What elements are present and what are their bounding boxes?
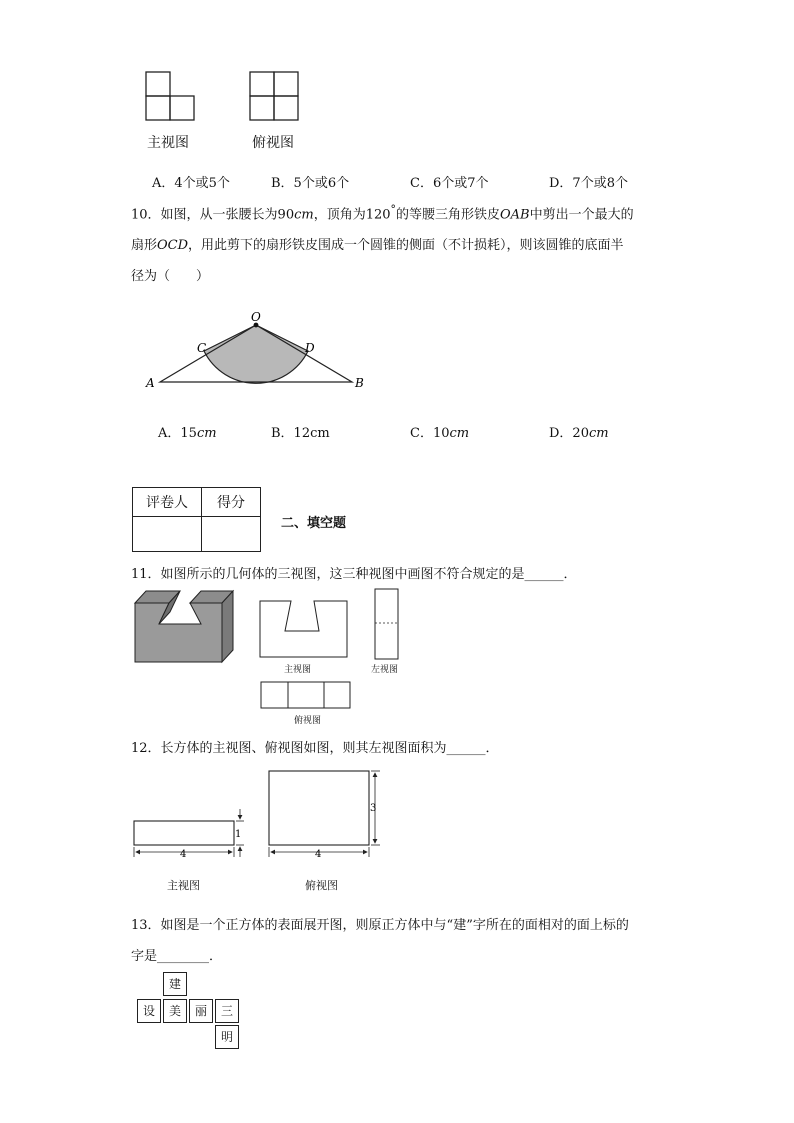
q10-label-c: C xyxy=(197,341,207,355)
q12-front-width-label: 4 xyxy=(180,849,187,860)
q11-left-view xyxy=(372,586,402,662)
q12-front-view-label: 主视图 xyxy=(167,879,200,892)
q12-top-view-label: 俯视图 xyxy=(305,879,338,892)
section-title: 二、填空题 xyxy=(281,516,347,531)
q10-option-a[interactable]: A．15cm xyxy=(158,426,217,441)
q9-option-b[interactable]: B．5个或6个 xyxy=(271,176,350,191)
q13-net-cell-ming: 明 xyxy=(215,1025,239,1049)
q10-sector-ocd xyxy=(204,325,308,383)
q12-top-rect xyxy=(269,771,369,845)
q12-text: 12．长方体的主视图、俯视图如图，则其左视图面积为______． xyxy=(131,741,499,756)
q13-net-cell-she: 设 xyxy=(137,999,161,1023)
q12-top-width-label: 4 xyxy=(315,849,322,860)
q10-label-a: A xyxy=(146,376,155,390)
score-table-score-header: 得分 xyxy=(202,488,261,517)
q13-text-line2: 字是________． xyxy=(131,949,223,964)
q12-top-height-label: 3 xyxy=(370,803,377,814)
q10-text-line3: 径为（ ） xyxy=(131,269,210,284)
q12-front-rect xyxy=(134,821,234,845)
score-table-score-cell[interactable] xyxy=(202,517,261,552)
q11-text: 11．如图所示的几何体的三视图，这三种视图中画图不符合规定的是______． xyxy=(131,567,577,582)
q12-views-figure xyxy=(128,765,388,863)
q13-net-cell-san: 三 xyxy=(215,999,239,1023)
q13-text-line1: 13．如图是一个正方体的表面展开图，则原正方体中与“建”字所在的面相对的面上标的 xyxy=(131,918,629,933)
q11-top-view xyxy=(258,679,354,711)
q10-label-d: D xyxy=(305,341,315,355)
q11-solid-front xyxy=(135,603,222,662)
q11-front-view-label: 主视图 xyxy=(284,665,312,675)
q9-front-view xyxy=(146,72,194,120)
q11-solid-figure xyxy=(132,588,242,668)
score-table-grader-header: 评卷人 xyxy=(133,488,202,517)
q9-option-d[interactable]: D．7个或8个 xyxy=(549,176,628,191)
q9-option-c[interactable]: C．6个或7个 xyxy=(410,176,489,191)
q11-top-view-label: 俯视图 xyxy=(294,716,322,726)
q10-label-b: B xyxy=(355,376,364,390)
q12-front-height-label: 1 xyxy=(235,829,242,840)
q10-label-o: O xyxy=(251,310,261,324)
score-table xyxy=(132,487,261,552)
score-table-grader-cell[interactable] xyxy=(133,517,202,552)
q9-top-view xyxy=(250,72,298,120)
q13-net-cell-mei: 美 xyxy=(163,999,187,1023)
q13-net-cell-jian: 建 xyxy=(163,972,187,996)
q11-solid-side xyxy=(222,591,233,662)
q10-sector-figure xyxy=(140,305,380,395)
q10-text-line1: 10．如图，从一张腰长为90cm，顶角为120°的等腰三角形铁皮OAB中剪出一个最大的 xyxy=(131,203,634,223)
q9-front-view-label: 主视图 xyxy=(147,135,189,151)
q11-left-view-label: 左视图 xyxy=(371,665,399,675)
q10-option-d[interactable]: D．20cm xyxy=(549,426,609,441)
q10-option-c[interactable]: C．10cm xyxy=(410,426,470,441)
q10-text-line2: 扇形OCD，用此剪下的扇形铁皮围成一个圆锥的侧面（不计损耗），则该圆锥的底面半 xyxy=(131,238,624,253)
q10-option-b[interactable]: B．12cm xyxy=(271,426,330,441)
q11-front-view xyxy=(258,598,352,660)
q13-net-cell-li: 丽 xyxy=(189,999,213,1023)
q9-option-a[interactable]: A．4个或5个 xyxy=(152,176,230,191)
q13-cube-net xyxy=(137,972,247,1052)
q9-top-view-label: 俯视图 xyxy=(252,135,294,151)
q9-views-figure xyxy=(140,68,310,128)
